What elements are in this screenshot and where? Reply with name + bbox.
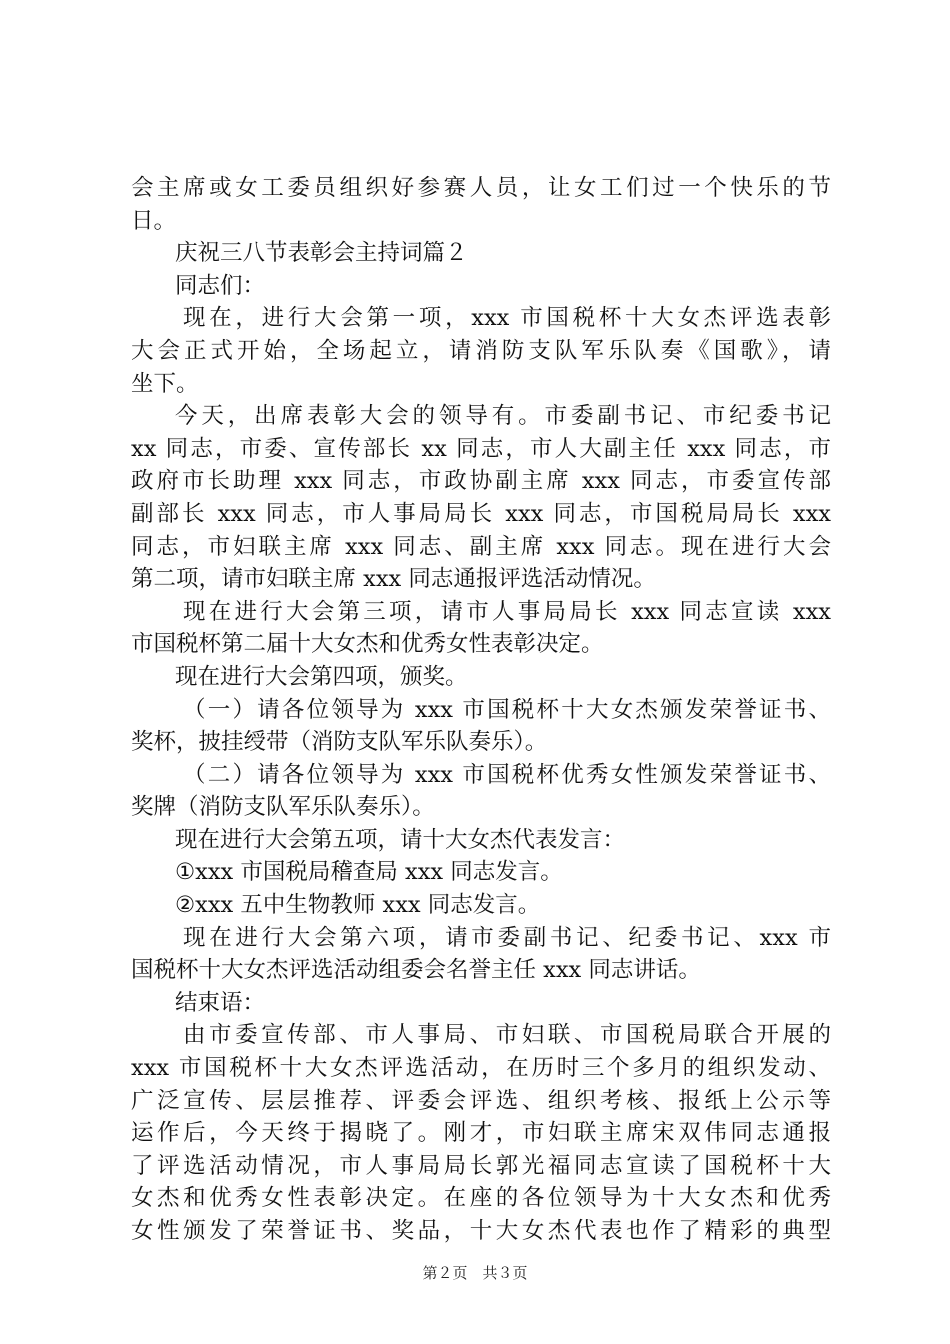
text-line: 第二项，请市妇联主席 xxx 同志通报评选活动情况。 [131, 566, 656, 593]
text-line: 市国税杯第二届十大女杰和优秀女性表彰决定。 [131, 631, 604, 658]
document-body [131, 172, 831, 1248]
closing-heading: 结束语： [175, 989, 266, 1016]
text-line: 现在进行大会第三项，请市人事局局长 xxx 同志宣读 xxx [183, 598, 831, 625]
text-line: （二）请各位领导为 xxx 市国税杯优秀女性颁发荣誉证书、 [183, 761, 831, 788]
text-line: 坐下。 [131, 370, 199, 397]
text-line: 现在，进行大会第一项，xxx 市国税杯十大女杰评选表彰 [183, 305, 831, 332]
text-line: 会主席或女工委员组织好参赛人员，让女工们过一个快乐的节 [131, 175, 831, 201]
section-heading: 庆祝三八节表彰会主持词篇２ [175, 240, 468, 267]
text-line: 女杰和优秀女性表彰决定。在座的各位领导为十大女杰和优秀 [131, 1185, 831, 1212]
text-line: 国税杯十大女杰评选活动组委会名誉主任 xxx 同志讲话。 [131, 957, 701, 984]
text-line: 运作后，今天终于揭晓了。刚才，市妇联主席宋双伟同志通报 [131, 1120, 831, 1147]
list-item: ②xxx 五中生物教师 xxx 同志发言。 [175, 892, 541, 919]
text-line: （一）请各位领导为 xxx 市国税杯十大女杰颁发荣誉证书、 [183, 696, 831, 723]
list-item: ①xxx 市国税局稽查局 xxx 同志发言。 [175, 859, 563, 886]
text-line: xxx 市国税杯十大女杰评选活动，在历时三个多月的组织发动、 [131, 1055, 831, 1082]
text-line: 大会正式开始，全场起立，请消防支队军乐队奏《国歌》，请 [131, 337, 831, 364]
text-line: 奖牌（消防支队军乐队奏乐）。 [131, 794, 435, 821]
text-line: 日。 [131, 207, 177, 234]
text-line: 副部长 xxx 同志，市人事局局长 xxx 同志，市国税局局长 xxx [131, 500, 831, 527]
salutation: 同志们： [175, 272, 266, 299]
text-line: 同志，市妇联主席 xxx 同志、副主席 xxx 同志。现在进行大会 [131, 533, 831, 560]
text-line: 现在进行大会第五项，请十大女杰代表发言： [175, 826, 626, 853]
text-line: 了评选活动情况，市人事局局长郭光福同志宣读了国税杯十大 [131, 1152, 831, 1179]
page-number-footer: 第２页 共３页 [422, 1264, 528, 1282]
text-line: 由市委宣传部、市人事局、市妇联、市国税局联合开展的 [183, 1022, 831, 1049]
text-line: 奖杯，披挂绶带（消防支队军乐队奏乐）。 [131, 729, 548, 756]
text-line: 现在进行大会第六项，请市委副书记、纪委书记、xxx 市 [183, 924, 831, 951]
text-line: xx 同志，市委、宣传部长 xx 同志，市人大副主任 xxx 同志，市 [131, 435, 831, 462]
text-line: 广泛宣传、层层推荐、评委会评选、组织考核、报纸上公示等 [131, 1087, 831, 1114]
text-line: 现在进行大会第四项，颁奖。 [175, 663, 468, 690]
text-line: 女性颁发了荣誉证书、奖品，十大女杰代表也作了精彩的典型 [131, 1218, 831, 1244]
text-line: 政府市长助理 xxx 同志，市政协副主席 xxx 同志，市委宣传部 [131, 468, 831, 495]
text-line: 今天，出席表彰大会的领导有。市委副书记、市纪委书记 [175, 403, 831, 430]
